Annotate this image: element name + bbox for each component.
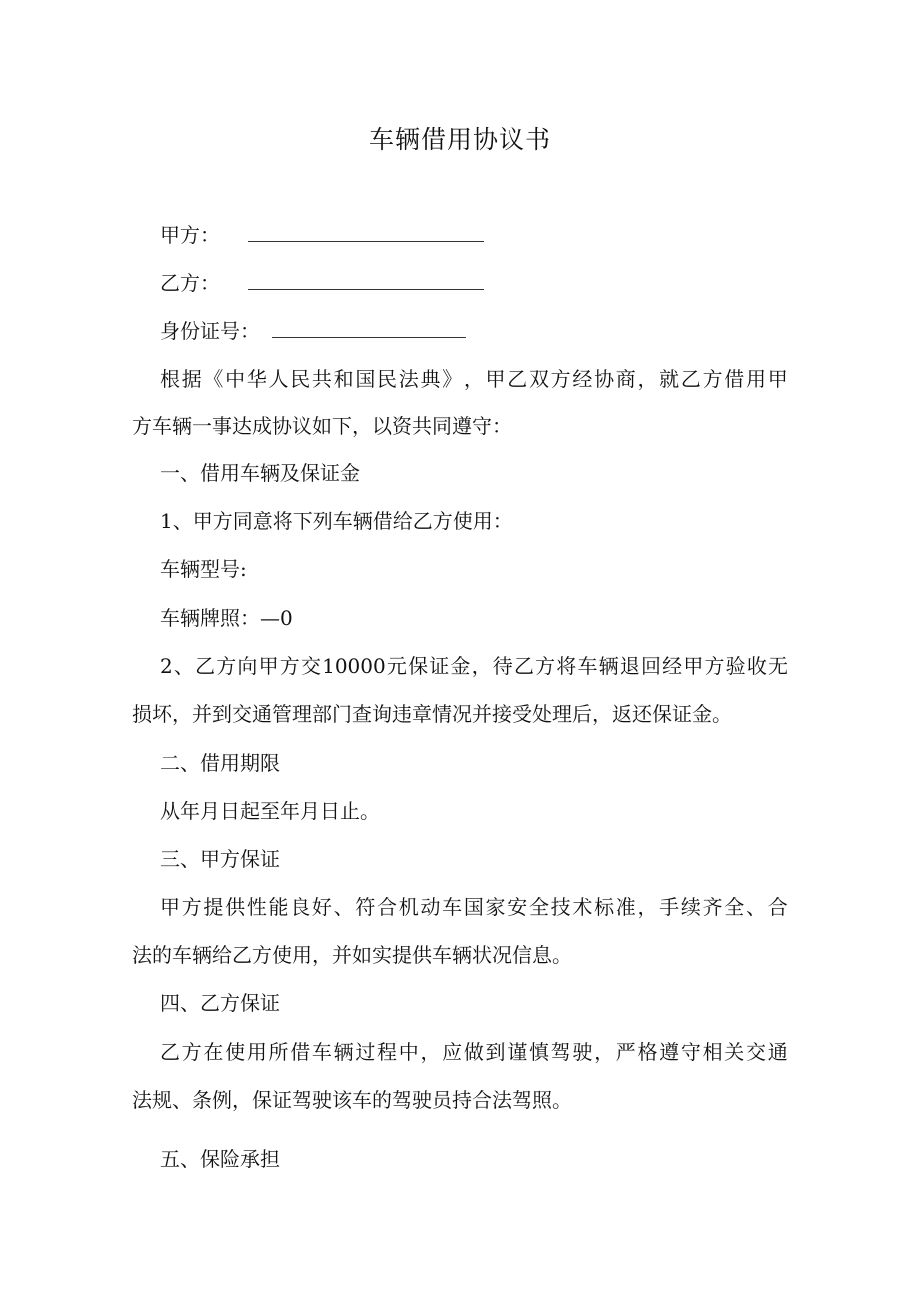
char: ， — [420, 1040, 441, 1064]
char: 合 — [377, 895, 398, 919]
party-a-blank — [248, 223, 484, 242]
vehicle-plate-label: 车辆牌照：—0 — [160, 606, 293, 630]
char: 人 — [268, 367, 289, 391]
char: 做 — [463, 1040, 484, 1064]
char: 乙 — [513, 654, 534, 678]
char: 乙 — [507, 367, 528, 391]
char: 收 — [746, 654, 767, 678]
section-4-line-1 — [160, 1037, 788, 1067]
char: 准 — [615, 895, 636, 919]
char: 关 — [724, 1040, 745, 1064]
char: 严 — [615, 1040, 636, 1064]
party-a-label: 甲方： — [160, 223, 220, 247]
char: 车 — [442, 895, 463, 919]
char: 谨 — [507, 1040, 528, 1064]
char: 、 — [745, 895, 766, 919]
char: 退 — [619, 654, 640, 678]
char: 中 — [398, 1040, 419, 1064]
char: 交 — [300, 654, 321, 678]
char: 中 — [225, 367, 246, 391]
char: 程 — [377, 1040, 398, 1064]
char: 协 — [594, 367, 615, 391]
char: 商 — [615, 367, 636, 391]
char: 典 — [420, 367, 441, 391]
char: 用 — [745, 367, 766, 391]
char: 遵 — [659, 1040, 680, 1064]
char: 格 — [637, 1040, 658, 1064]
id-number-label: 身份证号： — [160, 319, 260, 343]
char: 方 — [550, 367, 571, 391]
char: 法 — [398, 367, 419, 391]
char: 共 — [311, 367, 332, 391]
char: 交 — [745, 1040, 766, 1064]
char: 用 — [246, 1040, 267, 1064]
char: ， — [463, 367, 484, 391]
party-b-label: 乙方： — [160, 271, 220, 295]
char: 慎 — [528, 1040, 549, 1064]
char: 民 — [377, 367, 398, 391]
char: 《 — [203, 367, 224, 391]
char: 方 — [181, 1040, 202, 1064]
char: 和 — [333, 367, 354, 391]
char: 回 — [640, 654, 661, 678]
section-3-line-1 — [160, 892, 788, 922]
char: ， — [637, 895, 658, 919]
char: 甲 — [767, 367, 788, 391]
char: 》 — [442, 367, 463, 391]
section-4-line-2: 法规、条例，保证驾驶该车的驾驶员持合法驾照。 — [132, 1088, 572, 1112]
document-title: 车辆借用协议书 — [368, 125, 551, 154]
id-number-row — [160, 316, 466, 346]
char: 乙 — [195, 654, 216, 678]
char: 甲 — [485, 367, 506, 391]
char: 无 — [768, 654, 788, 678]
char: 方 — [181, 895, 202, 919]
char: 全 — [528, 895, 549, 919]
char: 在 — [203, 1040, 224, 1064]
char: 双 — [528, 367, 549, 391]
char: 华 — [246, 367, 267, 391]
char: 家 — [485, 895, 506, 919]
char: 据 — [181, 367, 202, 391]
char: 齐 — [702, 895, 723, 919]
party-a-row — [160, 220, 484, 250]
char: 、 — [333, 895, 354, 919]
char: 元 — [386, 654, 407, 678]
char: 借 — [290, 1040, 311, 1064]
clause-1-2-line-1 — [160, 651, 788, 681]
char: 标 — [594, 895, 615, 919]
char: 保 — [408, 654, 429, 678]
char: 方 — [704, 654, 725, 678]
clause-1-1: 1、甲方同意将下列车辆借给乙方使用： — [160, 509, 513, 533]
char: 甲 — [258, 654, 279, 678]
char: 性 — [246, 895, 267, 919]
char: 金 — [450, 654, 471, 678]
char: 驶 — [572, 1040, 593, 1064]
section-1-heading: 一、借用车辆及保证金 — [160, 461, 360, 485]
char: 术 — [572, 895, 593, 919]
char: 相 — [702, 1040, 723, 1064]
char: 乙 — [160, 1040, 180, 1064]
char: 车 — [577, 654, 598, 678]
char: 过 — [355, 1040, 376, 1064]
section-3-heading: 三、甲方保证 — [160, 847, 280, 871]
char: 验 — [725, 654, 746, 678]
char: 甲 — [683, 654, 704, 678]
char: 辆 — [598, 654, 619, 678]
char: 续 — [680, 895, 701, 919]
char: 能 — [268, 895, 289, 919]
char: 国 — [355, 367, 376, 391]
char: 机 — [398, 895, 419, 919]
char: 经 — [572, 367, 593, 391]
char: 甲 — [160, 895, 180, 919]
char: 安 — [507, 895, 528, 919]
char: 经 — [662, 654, 683, 678]
char: 方 — [702, 367, 723, 391]
char: ， — [471, 654, 492, 678]
intro-line-1 — [160, 364, 788, 394]
char: 方 — [535, 654, 556, 678]
char: 到 — [485, 1040, 506, 1064]
char: ， — [594, 1040, 615, 1064]
char: 好 — [311, 895, 332, 919]
clause-1-2-line-2: 损坏，并到交通管理部门查询违章情况并接受处理后，返还保证金。 — [132, 702, 732, 726]
char: 将 — [556, 654, 577, 678]
section-5-heading: 五、保险承担 — [160, 1147, 280, 1171]
char: 向 — [237, 654, 258, 678]
char: 车 — [311, 1040, 332, 1064]
char: 所 — [268, 1040, 289, 1064]
char: 待 — [492, 654, 513, 678]
char: 通 — [767, 1040, 788, 1064]
char: 动 — [420, 895, 441, 919]
period-text: 从年月日起至年月日止。 — [160, 799, 380, 823]
id-number-blank — [272, 319, 466, 338]
char: ， — [637, 367, 658, 391]
amount: 10000 — [322, 654, 386, 678]
char: 辆 — [333, 1040, 354, 1064]
section-4-heading: 四、乙方保证 — [160, 991, 280, 1015]
char: 借 — [724, 367, 745, 391]
char: 乙 — [680, 367, 701, 391]
char: 技 — [550, 895, 571, 919]
char: 、 — [173, 654, 194, 678]
char: 符 — [355, 895, 376, 919]
party-b-row — [160, 268, 484, 298]
char: 方 — [216, 654, 237, 678]
char: 全 — [724, 895, 745, 919]
char: 驾 — [550, 1040, 571, 1064]
char: 2 — [160, 654, 173, 678]
char: 民 — [290, 367, 311, 391]
char: 提 — [203, 895, 224, 919]
char: 守 — [680, 1040, 701, 1064]
char: 证 — [429, 654, 450, 678]
char: 良 — [290, 895, 311, 919]
char: 供 — [225, 895, 246, 919]
char: 应 — [442, 1040, 463, 1064]
char: 就 — [659, 367, 680, 391]
char: 国 — [463, 895, 484, 919]
intro-line-2: 方车辆一事达成协议如下，以资共同遵守： — [132, 414, 512, 438]
section-3-line-2: 法的车辆给乙方使用，并如实提供车辆状况信息。 — [132, 943, 572, 967]
char: 根 — [160, 367, 180, 391]
party-b-blank — [248, 271, 484, 290]
section-2-heading: 二、借用期限 — [160, 751, 280, 775]
char: 方 — [279, 654, 300, 678]
char: 使 — [225, 1040, 246, 1064]
char: 手 — [659, 895, 680, 919]
vehicle-model-label: 车辆型号: — [160, 557, 247, 581]
char: 合 — [767, 895, 788, 919]
